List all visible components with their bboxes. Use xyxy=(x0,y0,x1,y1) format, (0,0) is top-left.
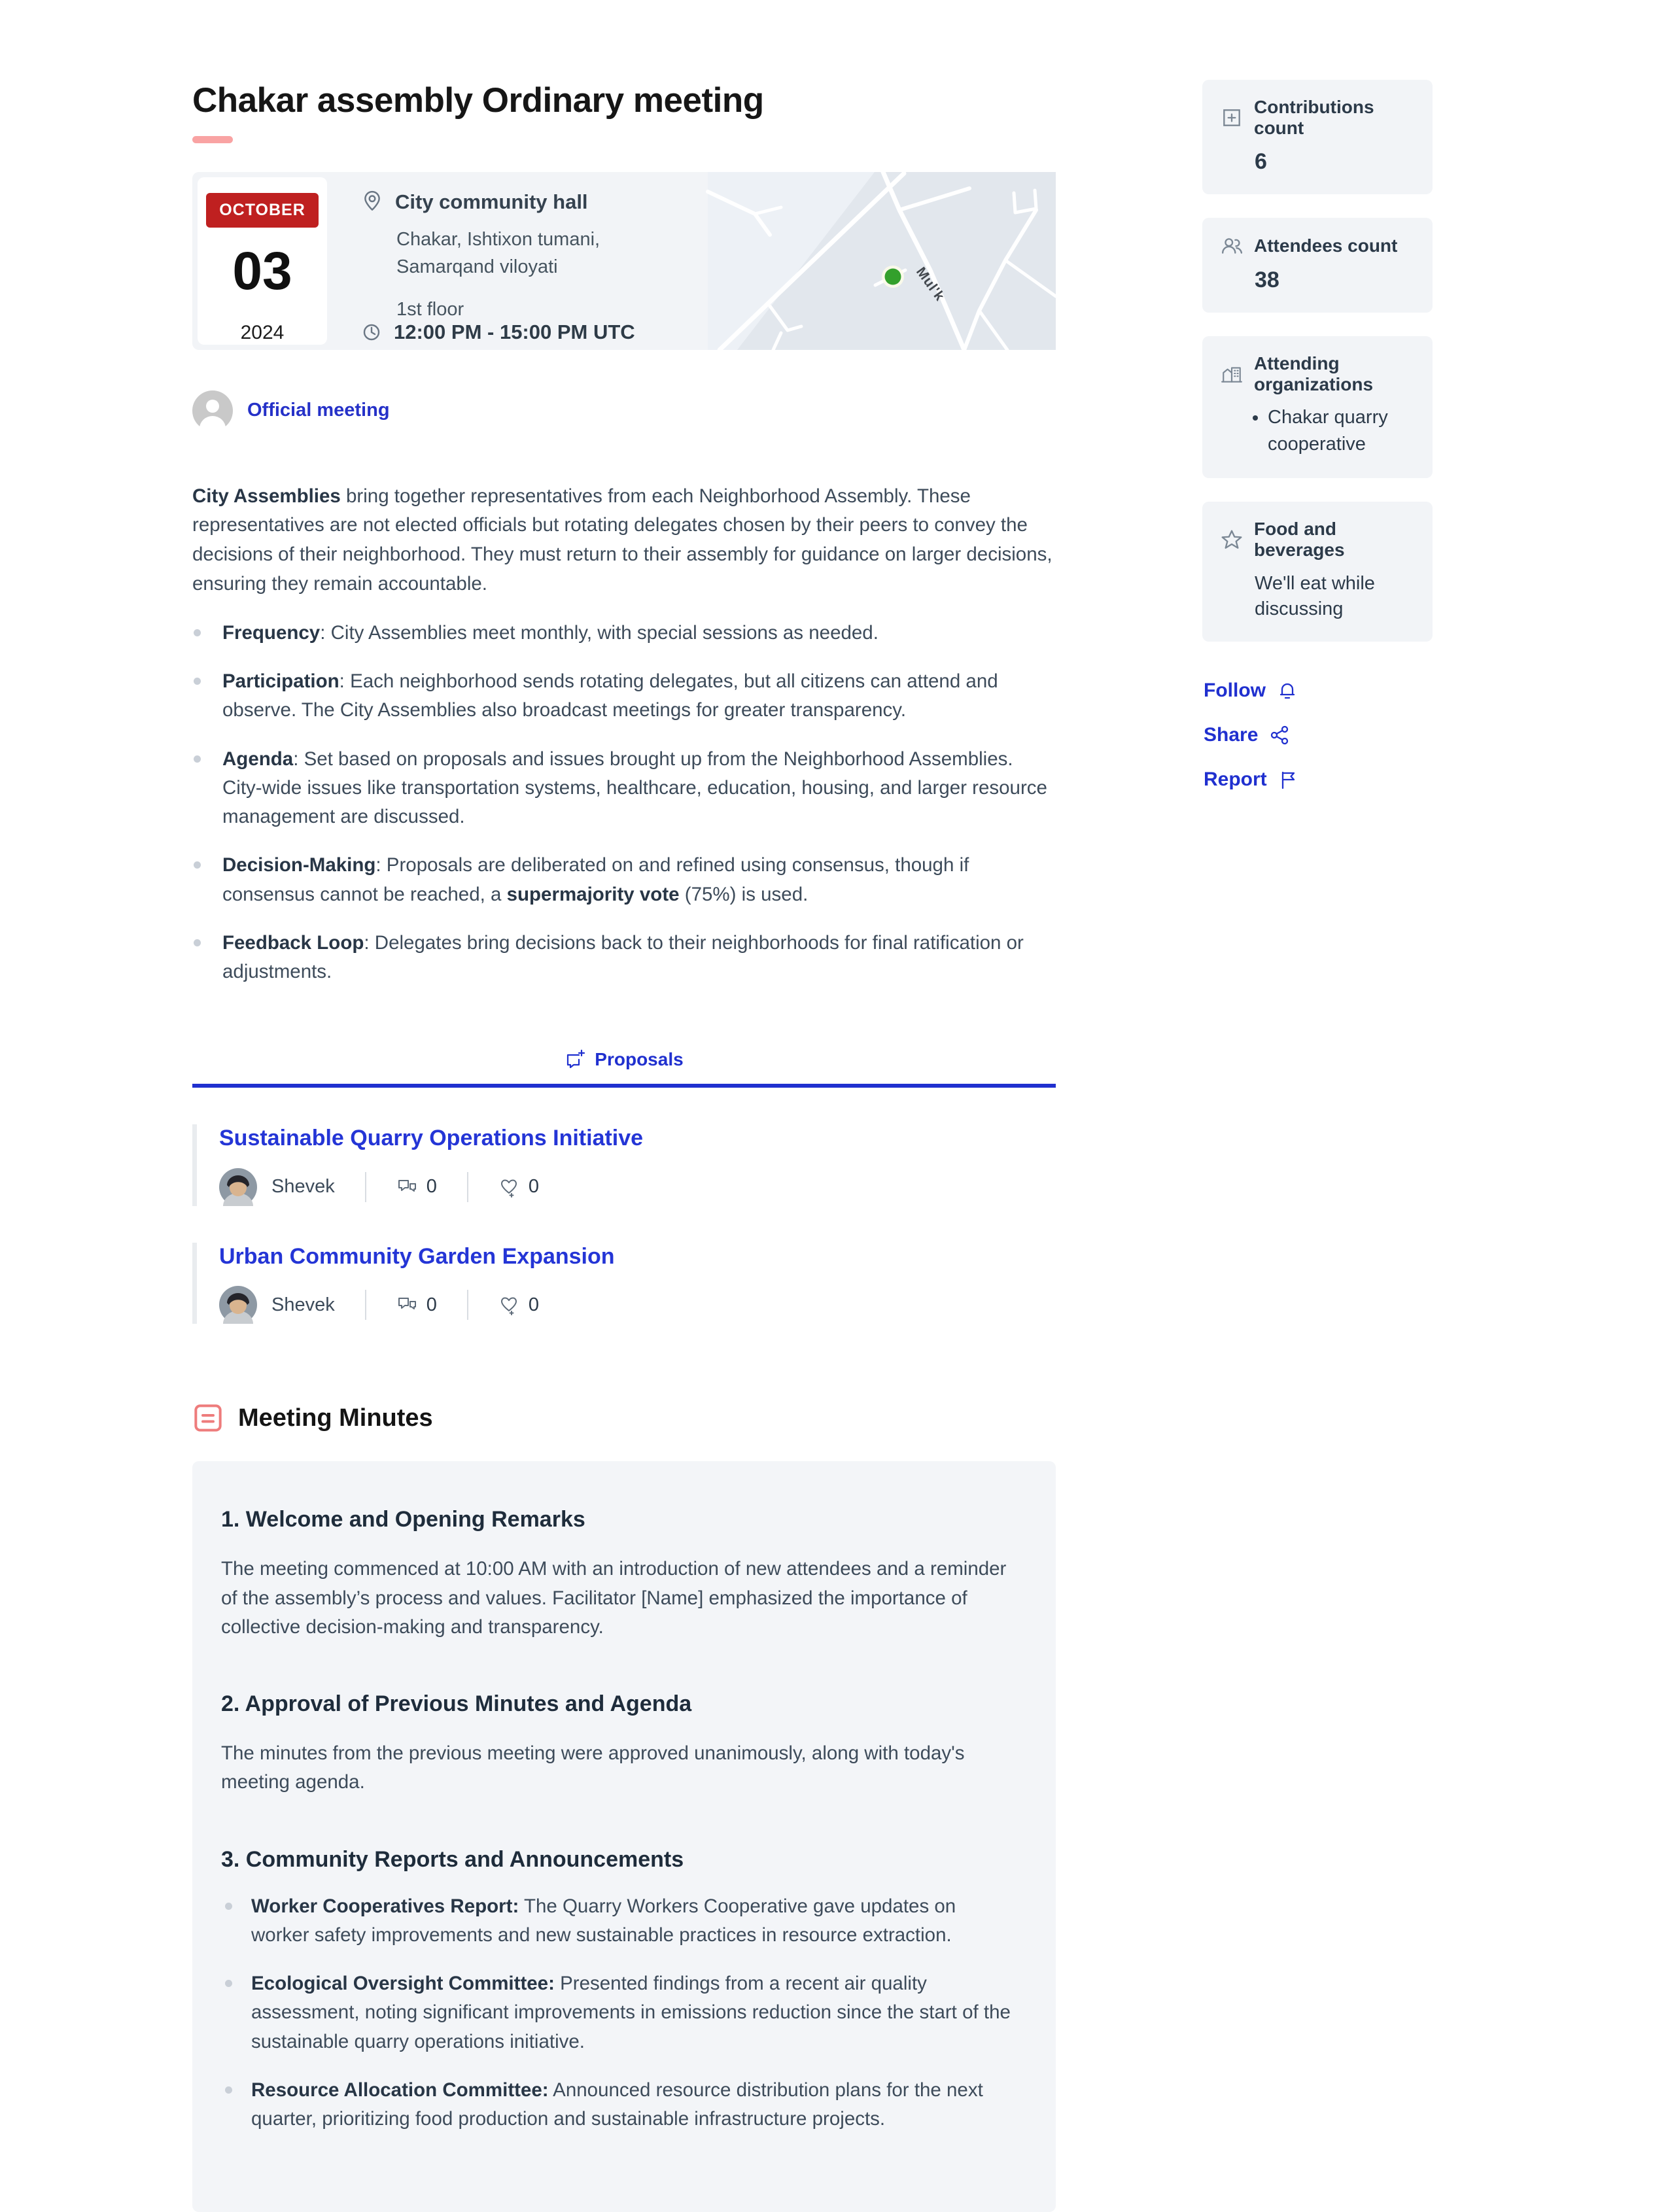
description-intro xyxy=(192,482,1056,599)
report-button[interactable] xyxy=(1204,769,1433,791)
sidebar-actions xyxy=(1202,680,1433,791)
location-block xyxy=(332,172,708,350)
author-avatar xyxy=(219,1168,257,1206)
main-column xyxy=(192,80,1056,2212)
endorsements-count: 0 xyxy=(528,1294,540,1315)
description-bullets xyxy=(192,619,1056,987)
day-number: 03 xyxy=(232,241,292,301)
sidebar xyxy=(1202,80,1433,813)
meeting-time: 12:00 PM - 15:00 PM UTC xyxy=(394,320,635,343)
endorsements-stat xyxy=(498,1294,539,1316)
list-item: Ecological Oversight Committee: Presented findings from a recent air quality assessment, noting significant improvements in emissions reduction since the start of the sustainable quarry operations initiative. xyxy=(221,1969,1017,2056)
plus-square-icon xyxy=(1221,107,1243,129)
organization-item: • Chakar quarry cooperative xyxy=(1268,404,1414,457)
proposals-tab-link[interactable] xyxy=(565,1049,683,1070)
year-number: 2024 xyxy=(240,321,285,343)
author-avatar xyxy=(219,1286,257,1324)
map-thumbnail[interactable] xyxy=(708,172,1056,350)
minutes-bullets xyxy=(221,1892,1017,2134)
proposal-title[interactable]: Sustainable Quarry Operations Initiative xyxy=(219,1126,644,1151)
heart-plus-icon xyxy=(498,1177,519,1198)
comments-icon xyxy=(396,1294,417,1315)
proposal-meta xyxy=(219,1286,1056,1324)
location-name: City community hall xyxy=(395,190,588,213)
proposal-item xyxy=(192,1124,1056,1206)
divider xyxy=(365,1290,366,1320)
map-street-label: Mul'k xyxy=(913,264,948,304)
endorsements-count: 0 xyxy=(528,1176,540,1198)
heart-plus-icon xyxy=(498,1294,519,1315)
star-icon xyxy=(1221,528,1243,551)
minutes-section-heading: 2. Approval of Previous Minutes and Agenda xyxy=(221,1691,692,1717)
attendees-card xyxy=(1202,218,1433,313)
list-item: Worker Cooperatives Report: The Quarry Workers Cooperative gave updates on worker safety improvements and new sustainable practices in resource extraction. xyxy=(221,1892,1017,1950)
attendees-label: Attendees count xyxy=(1254,235,1398,256)
comments-count: 0 xyxy=(426,1294,437,1315)
minutes-section-heading: 1. Welcome and Opening Remarks xyxy=(221,1507,585,1532)
minutes-section-heading: 3. Community Reports and Announcements xyxy=(221,1846,684,1872)
proposals-tab-label: Proposals xyxy=(595,1049,684,1070)
report-label: Report xyxy=(1204,769,1267,791)
event-info-card xyxy=(192,172,1056,350)
minutes-section-body: The minutes from the previous meeting were approved unanimously, along with today's meeting agenda. xyxy=(221,1742,965,1793)
proposal-author: Shevek xyxy=(271,1294,335,1315)
title-underline xyxy=(192,136,233,143)
divider xyxy=(365,1172,366,1202)
share-icon xyxy=(1269,725,1290,746)
minutes-section-body: The meeting commenced at 10:00 AM with an introduction of new attendees and a reminder of the assembly’s process and values. Facilitator [Name] emphasized the importance of collective decision-making and transparency. xyxy=(221,1558,1007,1638)
minutes-box xyxy=(192,1461,1056,2212)
minutes-header xyxy=(192,1402,1056,1434)
avatar-placeholder xyxy=(192,390,233,431)
follow-button[interactable] xyxy=(1204,680,1433,702)
divider xyxy=(467,1172,468,1202)
list-item: Frequency: City Assemblies meet monthly, with special sessions as needed. xyxy=(192,619,1056,648)
bell-icon xyxy=(1277,680,1298,701)
food-value: We'll eat while discussing xyxy=(1255,573,1375,620)
organizations-list xyxy=(1268,404,1414,457)
month-badge: OCTOBER xyxy=(206,193,319,228)
proposals-tab xyxy=(192,1049,1056,1088)
comments-count: 0 xyxy=(426,1176,437,1198)
follow-label: Follow xyxy=(1204,680,1266,702)
food-label: Food and beverages xyxy=(1254,519,1345,561)
endorsements-stat xyxy=(498,1176,539,1198)
date-card xyxy=(198,177,327,345)
minutes-title: Meeting Minutes xyxy=(238,1404,433,1432)
location-floor: 1st floor xyxy=(396,298,464,320)
divider xyxy=(467,1290,468,1320)
list-icon xyxy=(192,1402,224,1434)
proposal-author: Shevek xyxy=(271,1176,335,1198)
list-item: Participation: Each neighborhood sends rotating delegates, but all citizens can attend and observe. The City Assemblies also broadcast meetings for greater transparency. xyxy=(192,667,1056,725)
map-marker xyxy=(885,268,901,285)
comments-stat xyxy=(396,1176,437,1198)
comments-stat xyxy=(396,1294,437,1316)
proposal-item xyxy=(192,1243,1056,1324)
map-pin-icon xyxy=(361,190,383,213)
location-address: Chakar, Ishtixon tumani, Samarqand viloyati xyxy=(396,228,600,277)
intro-rest: bring together representatives from each Neighborhood Assembly. These representatives are not elected officials but rotating delegates chosen by their peers to convey the decisions of their neighborhood. They must return to their assembly for guidance on larger decisions, ensuring they remain accountable. xyxy=(192,485,1053,595)
people-icon xyxy=(1221,235,1243,257)
minutes-section xyxy=(221,1691,1017,1797)
list-item: Decision-Making: Proposals are deliberated on and refined using consensus, though if consensus cannot be reached, a supermajority vote (75%) is used. xyxy=(192,851,1056,909)
contributions-label: Contributions count xyxy=(1254,97,1374,138)
official-meeting-badge[interactable]: Official meeting xyxy=(247,400,390,421)
proposal-meta xyxy=(219,1168,1056,1206)
flag-icon xyxy=(1278,769,1299,790)
clock-icon xyxy=(361,322,382,343)
attendees-value: 38 xyxy=(1255,268,1279,292)
building-icon xyxy=(1221,363,1243,385)
organizations-label: Attending organizations xyxy=(1254,353,1374,394)
list-item: Resource Allocation Committee: Announced resource distribution plans for the next quarter, prioritizing food production and sustainable infrastructure projects. xyxy=(221,2076,1017,2134)
food-card xyxy=(1202,502,1433,642)
page-title: Chakar assembly Ordinary meeting xyxy=(192,81,764,120)
share-label: Share xyxy=(1204,724,1259,746)
chat-new-icon xyxy=(565,1049,585,1070)
list-item: Feedback Loop: Delegates bring decisions back to their neighborhoods for final ratification or adjustments. xyxy=(192,929,1056,987)
proposal-title[interactable]: Urban Community Garden Expansion xyxy=(219,1243,615,1269)
minutes-section xyxy=(221,1507,1017,1642)
intro-bold: City Assemblies xyxy=(192,485,341,507)
official-meeting-row xyxy=(192,390,1056,431)
contributions-card xyxy=(1202,80,1433,194)
share-button[interactable] xyxy=(1204,724,1433,746)
minutes-section xyxy=(221,1847,1017,2134)
comments-icon xyxy=(396,1177,417,1198)
organizations-card xyxy=(1202,336,1433,478)
list-item: Agenda: Set based on proposals and issues brought up from the Neighborhood Assemblies. City-wide issues like transportation systems, healthcare, education, housing, and larger resource management are discussed. xyxy=(192,745,1056,832)
contributions-value: 6 xyxy=(1255,149,1267,174)
